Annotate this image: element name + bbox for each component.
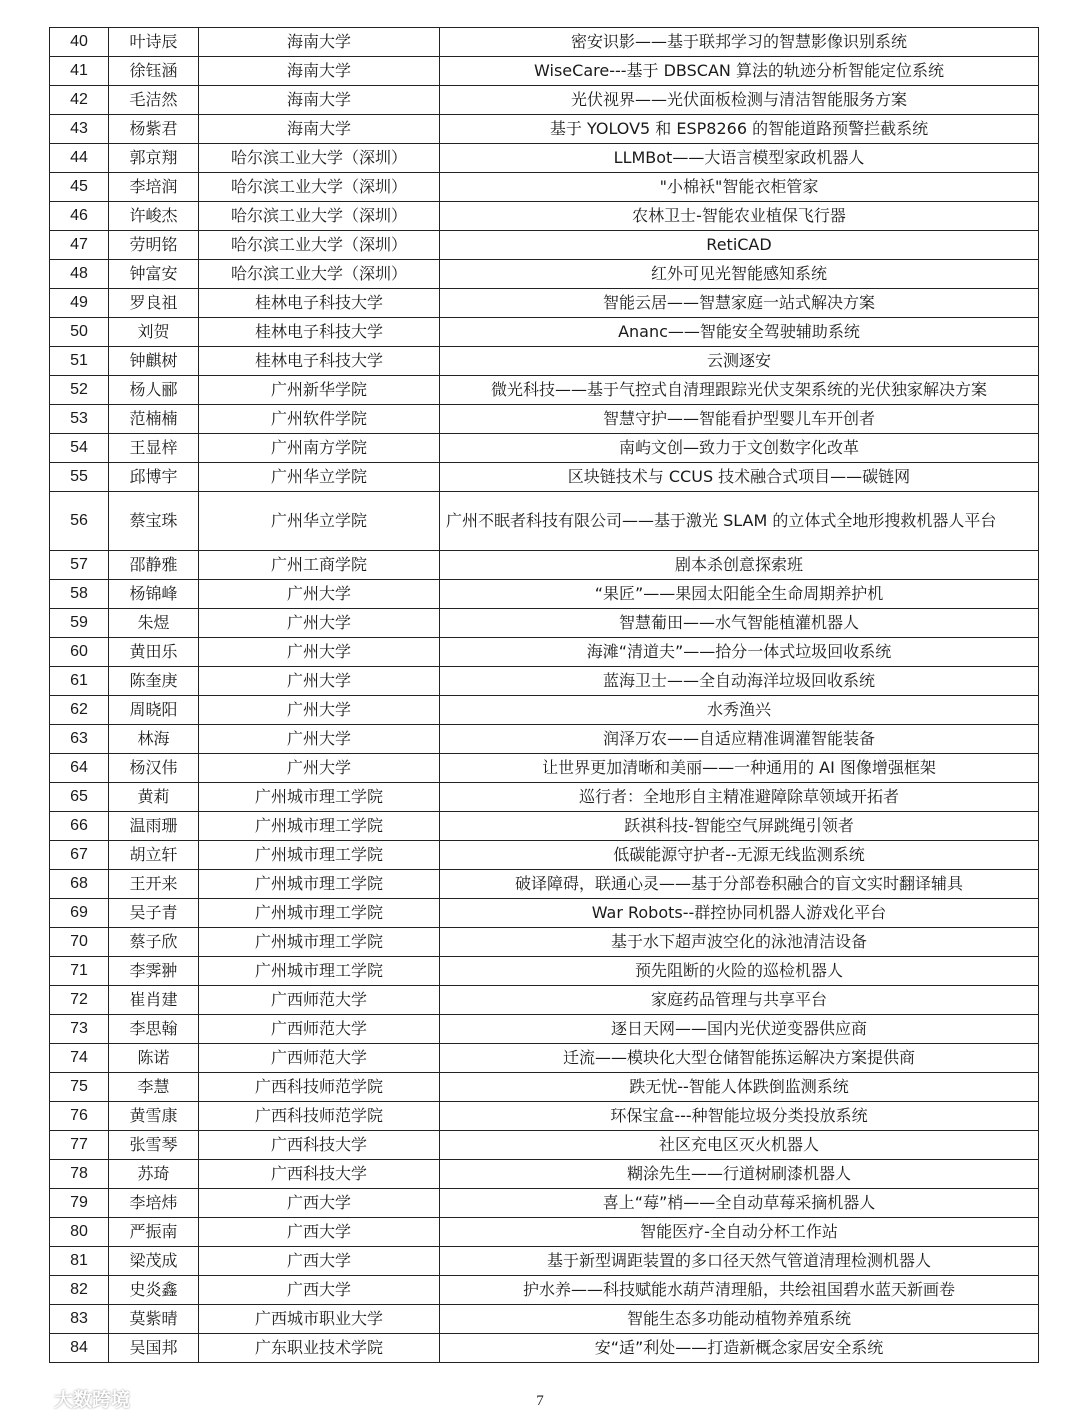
name-cell: 温雨珊 <box>109 812 199 841</box>
school-cell: 广西大学 <box>199 1247 440 1276</box>
table-body <box>50 28 1039 1363</box>
row-number-cell: 45 <box>50 173 109 202</box>
name-cell: 范楠楠 <box>109 405 199 434</box>
school-cell: 桂林电子科技大学 <box>199 318 440 347</box>
name-cell: 吴国邦 <box>109 1334 199 1363</box>
table-row <box>50 1073 1039 1102</box>
project-cell: 智能云居——智慧家庭一站式解决方案 <box>440 289 1039 318</box>
school-cell: 广州工商学院 <box>199 551 440 580</box>
table-row <box>50 899 1039 928</box>
table-row <box>50 696 1039 725</box>
table-row <box>50 928 1039 957</box>
table-row <box>50 28 1039 57</box>
project-cell: 护水养——科技赋能水葫芦清理船，共绘祖国碧水蓝天新画卷 <box>440 1276 1039 1305</box>
row-number-cell: 69 <box>50 899 109 928</box>
project-cell: 巡行者：全地形自主精准避障除草领域开拓者 <box>440 783 1039 812</box>
project-cell: 让世界更加清晰和美丽——一种通用的 AI 图像增强框架 <box>440 754 1039 783</box>
project-cell: 光伏视界——光伏面板检测与清洁智能服务方案 <box>440 86 1039 115</box>
school-cell: 哈尔滨工业大学（深圳） <box>199 202 440 231</box>
school-cell: 广州城市理工学院 <box>199 899 440 928</box>
row-number-cell: 61 <box>50 667 109 696</box>
project-cell: 微光科技——基于气控式自清理跟踪光伏支架系统的光伏独家解决方案 <box>440 376 1039 405</box>
table-row <box>50 638 1039 667</box>
name-cell: 邱博宇 <box>109 463 199 492</box>
school-cell: 广州城市理工学院 <box>199 928 440 957</box>
project-cell: “果匠”——果园太阳能全生命周期养护机 <box>440 580 1039 609</box>
name-cell: 林海 <box>109 725 199 754</box>
table-row <box>50 173 1039 202</box>
row-number-cell: 56 <box>50 492 109 551</box>
name-cell: 苏琦 <box>109 1160 199 1189</box>
project-cell: 安“适”利处——打造新概念家居安全系统 <box>440 1334 1039 1363</box>
table-row <box>50 957 1039 986</box>
school-cell: 广州大学 <box>199 696 440 725</box>
school-cell: 哈尔滨工业大学（深圳） <box>199 173 440 202</box>
project-cell: 南屿文创—致力于文创数字化改革 <box>440 434 1039 463</box>
school-cell: 广州城市理工学院 <box>199 957 440 986</box>
project-cell: 迁流——模块化大型仓储智能拣运解决方案提供商 <box>440 1044 1039 1073</box>
table-row <box>50 144 1039 173</box>
row-number-cell: 50 <box>50 318 109 347</box>
name-cell: 崔肖建 <box>109 986 199 1015</box>
school-cell: 广西大学 <box>199 1218 440 1247</box>
name-cell: 蔡宝珠 <box>109 492 199 551</box>
school-cell: 海南大学 <box>199 57 440 86</box>
row-number-cell: 43 <box>50 115 109 144</box>
school-cell: 广州华立学院 <box>199 463 440 492</box>
table-row <box>50 870 1039 899</box>
row-number-cell: 73 <box>50 1015 109 1044</box>
table-row <box>50 667 1039 696</box>
school-cell: 哈尔滨工业大学（深圳） <box>199 231 440 260</box>
school-cell: 广州华立学院 <box>199 492 440 551</box>
name-cell: 劳明铭 <box>109 231 199 260</box>
project-cell: 喜上“莓”梢——全自动草莓采摘机器人 <box>440 1189 1039 1218</box>
project-cell: 水秀渔兴 <box>440 696 1039 725</box>
table-row <box>50 347 1039 376</box>
name-cell: 郭京翔 <box>109 144 199 173</box>
school-cell: 哈尔滨工业大学（深圳） <box>199 260 440 289</box>
table-row <box>50 754 1039 783</box>
name-cell: 李慧 <box>109 1073 199 1102</box>
school-cell: 广州城市理工学院 <box>199 870 440 899</box>
row-number-cell: 83 <box>50 1305 109 1334</box>
name-cell: 叶诗辰 <box>109 28 199 57</box>
watermark <box>8 1385 130 1412</box>
school-cell: 广州城市理工学院 <box>199 812 440 841</box>
school-cell: 广西师范大学 <box>199 986 440 1015</box>
chat-bubble-icon <box>8 1386 48 1412</box>
row-number-cell: 49 <box>50 289 109 318</box>
row-number-cell: 47 <box>50 231 109 260</box>
table-row <box>50 1305 1039 1334</box>
school-cell: 广州城市理工学院 <box>199 783 440 812</box>
project-cell: 云测逐安 <box>440 347 1039 376</box>
row-number-cell: 46 <box>50 202 109 231</box>
row-number-cell: 81 <box>50 1247 109 1276</box>
table-row <box>50 1015 1039 1044</box>
project-cell: 破译障碍，联通心灵——基于分部卷积融合的盲文实时翻译辅具 <box>440 870 1039 899</box>
row-number-cell: 76 <box>50 1102 109 1131</box>
name-cell: 邵静雅 <box>109 551 199 580</box>
project-cell: 广州不眠者科技有限公司——基于激光 SLAM 的立体式全地形搜救机器人平台 <box>440 492 1039 551</box>
school-cell: 哈尔滨工业大学（深圳） <box>199 144 440 173</box>
project-cell: RetiCAD <box>440 231 1039 260</box>
project-cell: 预先阻断的火险的巡检机器人 <box>440 957 1039 986</box>
table-row <box>50 609 1039 638</box>
name-cell: 罗良祖 <box>109 289 199 318</box>
table-row <box>50 986 1039 1015</box>
name-cell: 严振南 <box>109 1218 199 1247</box>
row-number-cell: 52 <box>50 376 109 405</box>
table-row <box>50 551 1039 580</box>
name-cell: 许峻杰 <box>109 202 199 231</box>
row-number-cell: 64 <box>50 754 109 783</box>
project-cell: "小棉袄"智能衣柜管家 <box>440 173 1039 202</box>
project-cell: 区块链技术与 CCUS 技术融合式项目——碳链网 <box>440 463 1039 492</box>
row-number-cell: 48 <box>50 260 109 289</box>
school-cell: 广州城市理工学院 <box>199 841 440 870</box>
name-cell: 周晓阳 <box>109 696 199 725</box>
name-cell: 黄雪康 <box>109 1102 199 1131</box>
project-cell: 糊涂先生——行道树刷漆机器人 <box>440 1160 1039 1189</box>
name-cell: 杨紫君 <box>109 115 199 144</box>
project-cell: 润泽万农——自适应精准调灌智能装备 <box>440 725 1039 754</box>
school-cell: 广州大学 <box>199 725 440 754</box>
row-number-cell: 71 <box>50 957 109 986</box>
row-number-cell: 65 <box>50 783 109 812</box>
project-cell: 智能医疗-全自动分杯工作站 <box>440 1218 1039 1247</box>
name-cell: 毛洁然 <box>109 86 199 115</box>
name-cell: 李霁翀 <box>109 957 199 986</box>
table-row <box>50 231 1039 260</box>
school-cell: 广西师范大学 <box>199 1015 440 1044</box>
school-cell: 海南大学 <box>199 115 440 144</box>
table-row <box>50 318 1039 347</box>
school-cell: 广州大学 <box>199 638 440 667</box>
school-cell: 广西科技大学 <box>199 1131 440 1160</box>
row-number-cell: 44 <box>50 144 109 173</box>
row-number-cell: 66 <box>50 812 109 841</box>
row-number-cell: 84 <box>50 1334 109 1363</box>
row-number-cell: 74 <box>50 1044 109 1073</box>
table-row <box>50 783 1039 812</box>
table-row <box>50 289 1039 318</box>
project-cell: 社区充电区灭火机器人 <box>440 1131 1039 1160</box>
name-cell: 史炎鑫 <box>109 1276 199 1305</box>
school-cell: 海南大学 <box>199 86 440 115</box>
school-cell: 广州南方学院 <box>199 434 440 463</box>
name-cell: 杨汉伟 <box>109 754 199 783</box>
project-cell: 红外可见光智能感知系统 <box>440 260 1039 289</box>
project-cell: 海滩“清道夫”——拾分一体式垃圾回收系统 <box>440 638 1039 667</box>
row-number-cell: 70 <box>50 928 109 957</box>
row-number-cell: 40 <box>50 28 109 57</box>
name-cell: 杨人郦 <box>109 376 199 405</box>
table-row <box>50 202 1039 231</box>
name-cell: 李思翰 <box>109 1015 199 1044</box>
name-cell: 杨锦峰 <box>109 580 199 609</box>
name-cell: 李培润 <box>109 173 199 202</box>
row-number-cell: 51 <box>50 347 109 376</box>
name-cell: 陈奎庚 <box>109 667 199 696</box>
row-number-cell: 58 <box>50 580 109 609</box>
row-number-cell: 68 <box>50 870 109 899</box>
table-row <box>50 580 1039 609</box>
project-cell: 智慧葡田——水气智能植灌机器人 <box>440 609 1039 638</box>
name-cell: 钟麒树 <box>109 347 199 376</box>
table-row <box>50 57 1039 86</box>
school-cell: 广西科技师范学院 <box>199 1102 440 1131</box>
row-number-cell: 78 <box>50 1160 109 1189</box>
project-cell: 密安识影——基于联邦学习的智慧影像识别系统 <box>440 28 1039 57</box>
project-cell: 跌无忧--智能人体跌倒监测系统 <box>440 1073 1039 1102</box>
school-cell: 广州大学 <box>199 609 440 638</box>
table-row <box>50 492 1039 551</box>
row-number-cell: 82 <box>50 1276 109 1305</box>
name-cell: 黄莉 <box>109 783 199 812</box>
project-cell: 环保宝盒---种智能垃圾分类投放系统 <box>440 1102 1039 1131</box>
page-number: 7 <box>536 1393 544 1409</box>
table-row <box>50 1102 1039 1131</box>
school-cell: 桂林电子科技大学 <box>199 289 440 318</box>
table-row <box>50 1247 1039 1276</box>
row-number-cell: 60 <box>50 638 109 667</box>
school-cell: 广州新华学院 <box>199 376 440 405</box>
row-number-cell: 62 <box>50 696 109 725</box>
school-cell: 广西师范大学 <box>199 1044 440 1073</box>
row-number-cell: 80 <box>50 1218 109 1247</box>
school-cell: 广东职业技术学院 <box>199 1334 440 1363</box>
table-row <box>50 376 1039 405</box>
table-row <box>50 1189 1039 1218</box>
school-cell: 桂林电子科技大学 <box>199 347 440 376</box>
project-cell: 家庭药品管理与共享平台 <box>440 986 1039 1015</box>
table-row <box>50 86 1039 115</box>
table-row <box>50 841 1039 870</box>
name-cell: 张雪琴 <box>109 1131 199 1160</box>
table-row <box>50 260 1039 289</box>
row-number-cell: 67 <box>50 841 109 870</box>
name-cell: 梁茂成 <box>109 1247 199 1276</box>
school-cell: 广西城市职业大学 <box>199 1305 440 1334</box>
project-cell: Ananc——智能安全驾驶辅助系统 <box>440 318 1039 347</box>
project-cell: 剧本杀创意探索班 <box>440 551 1039 580</box>
school-cell: 广西大学 <box>199 1276 440 1305</box>
name-cell: 钟富安 <box>109 260 199 289</box>
watermark-text: 大数跨境 <box>54 1389 131 1411</box>
table-row <box>50 463 1039 492</box>
table-row <box>50 812 1039 841</box>
table-row <box>50 1044 1039 1073</box>
table-row <box>50 434 1039 463</box>
table-row <box>50 115 1039 144</box>
project-cell: 蓝海卫士——全自动海洋垃圾回收系统 <box>440 667 1039 696</box>
table-row <box>50 1276 1039 1305</box>
row-number-cell: 59 <box>50 609 109 638</box>
row-number-cell: 54 <box>50 434 109 463</box>
table-row <box>50 1218 1039 1247</box>
name-cell: 黄田乐 <box>109 638 199 667</box>
name-cell: 陈诺 <box>109 1044 199 1073</box>
school-cell: 广州大学 <box>199 580 440 609</box>
name-cell: 胡立轩 <box>109 841 199 870</box>
award-list-table <box>49 27 1039 1363</box>
project-cell: LLMBot——大语言模型家政机器人 <box>440 144 1039 173</box>
row-number-cell: 79 <box>50 1189 109 1218</box>
row-number-cell: 53 <box>50 405 109 434</box>
project-cell: War Robots--群控协同机器人游戏化平台 <box>440 899 1039 928</box>
row-number-cell: 75 <box>50 1073 109 1102</box>
name-cell: 蔡子欣 <box>109 928 199 957</box>
row-number-cell: 57 <box>50 551 109 580</box>
project-cell: 基于水下超声波空化的泳池清洁设备 <box>440 928 1039 957</box>
row-number-cell: 41 <box>50 57 109 86</box>
table-row <box>50 1131 1039 1160</box>
name-cell: 朱煜 <box>109 609 199 638</box>
table-row <box>50 725 1039 754</box>
project-cell: 跃祺科技-智能空气屏跳绳引领者 <box>440 812 1039 841</box>
name-cell: 徐钰涵 <box>109 57 199 86</box>
name-cell: 吴子青 <box>109 899 199 928</box>
table-row <box>50 1160 1039 1189</box>
school-cell: 广州大学 <box>199 754 440 783</box>
name-cell: 王显梓 <box>109 434 199 463</box>
school-cell: 广州软件学院 <box>199 405 440 434</box>
row-number-cell: 72 <box>50 986 109 1015</box>
row-number-cell: 55 <box>50 463 109 492</box>
school-cell: 广州大学 <box>199 667 440 696</box>
name-cell: 莫紫晴 <box>109 1305 199 1334</box>
table-row <box>50 1334 1039 1363</box>
project-cell: 低碳能源守护者--无源无线监测系统 <box>440 841 1039 870</box>
school-cell: 广西科技师范学院 <box>199 1073 440 1102</box>
school-cell: 广西科技大学 <box>199 1160 440 1189</box>
name-cell: 李培炜 <box>109 1189 199 1218</box>
project-cell: 农林卫士-智能农业植保飞行器 <box>440 202 1039 231</box>
school-cell: 广西大学 <box>199 1189 440 1218</box>
project-cell: 基于 YOLOV5 和 ESP8266 的智能道路预警拦截系统 <box>440 115 1039 144</box>
table-row <box>50 405 1039 434</box>
project-cell: 智慧守护——智能看护型婴儿车开创者 <box>440 405 1039 434</box>
row-number-cell: 77 <box>50 1131 109 1160</box>
project-cell: 基于新型调距装置的多口径天然气管道清理检测机器人 <box>440 1247 1039 1276</box>
school-cell: 海南大学 <box>199 28 440 57</box>
project-cell: 逐日天网——国内光伏逆变器供应商 <box>440 1015 1039 1044</box>
project-cell: WiseCare---基于 DBSCAN 算法的轨迹分析智能定位系统 <box>440 57 1039 86</box>
row-number-cell: 42 <box>50 86 109 115</box>
project-cell: 智能生态多功能动植物养殖系统 <box>440 1305 1039 1334</box>
name-cell: 刘贺 <box>109 318 199 347</box>
name-cell: 王开来 <box>109 870 199 899</box>
row-number-cell: 63 <box>50 725 109 754</box>
